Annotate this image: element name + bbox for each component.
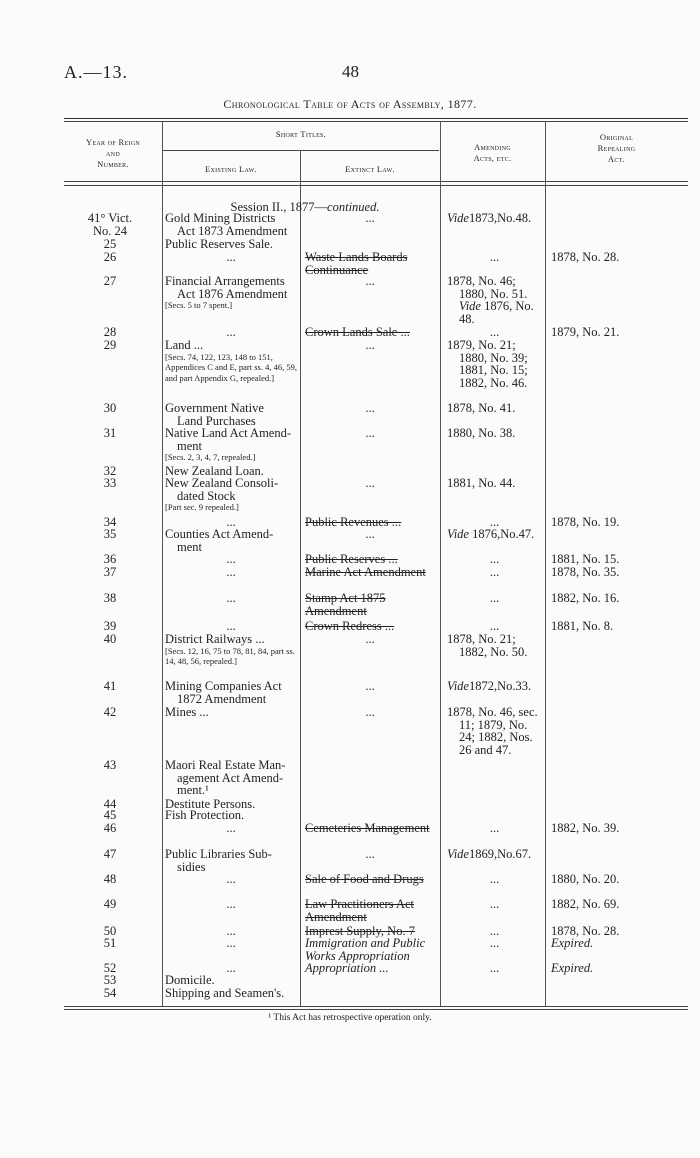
section-note: [Secs. 12, 16, 75 to 78, 81, 84, part ss. 14, 48, 56, repealed.] <box>165 645 295 666</box>
extinct-law: Waste Lands Boards Continuance <box>305 250 408 277</box>
existing-law: Financial Arrangements Act 1876 Amendment [Secs. 5 to 7 spent.] <box>165 275 297 311</box>
repealing-act: 1878, No. 35. <box>551 565 620 579</box>
existing-law: ... <box>226 515 236 529</box>
year-number: 51 <box>103 936 117 950</box>
amending-acts: ... <box>489 872 500 886</box>
extinct-law: Appropriation ... <box>305 961 389 975</box>
year-number: 50 <box>103 924 117 938</box>
existing-law: ... <box>226 591 236 605</box>
existing-law: ... <box>226 325 236 339</box>
extinct-law: Imprest Supply, No. 7 <box>305 924 415 938</box>
existing-law: Shipping and Seamen's. <box>165 986 285 1000</box>
existing-law: ... <box>226 552 236 566</box>
year-number: 29 <box>103 338 117 352</box>
amending-acts: Vide1869,No.67. <box>447 847 532 861</box>
extinct-law: ... <box>365 401 375 415</box>
existing-law: Public Libraries Sub- sidies <box>165 847 272 874</box>
existing-law: Gold Mining Districts Act 1873 Amendment <box>165 211 288 238</box>
existing-law: Mines ... <box>165 705 209 719</box>
repealing-act: Expired. <box>551 936 594 950</box>
existing-law: Mining Companies Act 1872 Amendment <box>165 679 282 706</box>
existing-law: ... <box>226 924 236 938</box>
repealing-act: 1882, No. 39. <box>551 821 620 835</box>
repealing-act: 1881, No. 8. <box>551 619 614 633</box>
existing-law: ... <box>226 872 236 886</box>
extinct-law: ... <box>365 476 375 490</box>
extinct-law: Stamp Act 1875 Amendment <box>305 591 386 618</box>
section-note: [Secs. 2, 3, 4, 7, repealed.] <box>165 452 256 462</box>
year-number: 54 <box>103 986 117 1000</box>
repealing-act: 1878, No. 19. <box>551 515 620 529</box>
year-number: 26 <box>103 250 117 264</box>
extinct-law: Public Revenues ... <box>305 515 402 529</box>
existing-law: Counties Act Amend- ment <box>165 527 274 554</box>
existing-law: ... <box>226 565 236 579</box>
year-number: 31 <box>103 426 117 440</box>
footnote: ¹ This Act has retrospective operation only. <box>268 1013 432 1023</box>
table-top-rule-thin <box>64 121 688 122</box>
extinct-law: Cemeteries Management <box>305 821 430 835</box>
repealing-act: 1879, No. 21. <box>551 325 620 339</box>
amending-acts: ... <box>489 515 500 529</box>
page-title: Chronological Table of Acts of Assembly, 1877. <box>223 97 477 111</box>
extinct-law: Sale of Food and Drugs <box>305 872 424 886</box>
header-bottom-rule <box>64 181 688 182</box>
amending-acts: ... <box>489 325 500 339</box>
year-number: 40 <box>103 632 117 646</box>
extinct-law: ... <box>365 632 375 646</box>
existing-law: ... <box>226 250 236 264</box>
short-titles-rule <box>163 150 439 151</box>
extinct-law: ... <box>365 274 375 288</box>
amending-acts: 1878, No. 46, sec. 11; 1879, No. 24; 1882, Nos. 26 and 47. <box>447 705 538 757</box>
col-head-year: Year of Reign and Number. <box>86 137 140 169</box>
year-number: 43 <box>103 758 117 772</box>
amending-acts: 1878, No. 41. <box>447 401 516 415</box>
amending-acts: ... <box>489 924 500 938</box>
amending-acts: Vide1873,No.48. <box>447 211 532 225</box>
section-note: [Secs. 5 to 7 spent.] <box>165 300 233 310</box>
page-number: 48 <box>342 62 359 81</box>
session-heading: Session II., 1877—continued. <box>230 200 380 214</box>
repealing-act: 1881, No. 15. <box>551 552 620 566</box>
repealing-act: 1882, No. 16. <box>551 591 620 605</box>
amending-acts: 1878, No. 21; 1882, No. 50. <box>447 632 528 659</box>
amending-acts: ... <box>489 619 500 633</box>
year-number: 48 <box>103 872 117 886</box>
extinct-law: Immigration and Public Works Appropriation <box>305 936 426 963</box>
year-number: 33 <box>103 476 117 490</box>
col-divider-2 <box>300 150 301 1006</box>
existing-law: Maori Real Estate Man- agement Act Amend- ment.¹ <box>165 758 286 797</box>
col-head-extinct: Extinct Law. <box>345 164 395 174</box>
year-number: 53 <box>103 973 117 987</box>
year-number: 32 <box>103 464 117 478</box>
existing-law: Public Reserves Sale. <box>165 237 273 251</box>
existing-law: ... <box>226 961 236 975</box>
table-top-rule <box>64 118 688 119</box>
year-number: 36 <box>103 552 117 566</box>
year-number: 37 <box>103 565 117 579</box>
extinct-law: ... <box>365 527 375 541</box>
amending-acts: Vide1872,No.33. <box>447 679 532 693</box>
extinct-law: Crown Redress ... <box>305 619 395 633</box>
extinct-law: ... <box>365 426 375 440</box>
existing-law: ... <box>226 897 236 911</box>
year-number: 42 <box>103 705 117 719</box>
amending-acts: 1879, No. 21; 1880, No. 39; 1881, No. 15; 1882, No. 46. <box>447 338 528 390</box>
extinct-law: ... <box>365 338 375 352</box>
amending-acts: ... <box>489 961 500 975</box>
year-number: 34 <box>103 515 117 529</box>
extinct-law: ... <box>365 211 375 225</box>
year-number: 27 <box>103 274 117 288</box>
col-head-original: Original Repealing Act. <box>597 132 636 164</box>
existing-law: Domicile. <box>165 973 215 987</box>
page-reference: A.—13. <box>64 62 128 82</box>
year-number: 39 <box>103 619 117 633</box>
col-head-existing: Existing Law. <box>204 164 258 174</box>
repealing-act: Expired. <box>551 961 594 975</box>
extinct-law: ... <box>365 847 375 861</box>
col-head-amending: Amending Acts, etc. <box>473 142 512 163</box>
table-bottom-rule <box>64 1006 688 1007</box>
amending-acts: ... <box>489 565 500 579</box>
year-number: 44 <box>103 797 117 811</box>
year-number: 41° Vict. No. 24 <box>87 211 133 238</box>
year-number: 30 <box>103 401 117 415</box>
extinct-law: ... <box>365 705 375 719</box>
amending-acts: ... <box>489 552 500 566</box>
section-note: [Part sec. 9 repealed.] <box>165 502 239 512</box>
amending-acts: ... <box>489 897 500 911</box>
extinct-law: Crown Lands Sale ... <box>305 325 410 339</box>
year-number: 52 <box>103 961 117 975</box>
col-divider-1 <box>162 121 163 1006</box>
existing-law: Land ... [Secs. 74, 122, 123, 148 to 151, Appendices C and E, part ss. 4, 46, 59, and part Appendix G, repealed.] <box>165 338 297 383</box>
year-number: 46 <box>103 821 117 835</box>
existing-law: Destitute Persons. <box>165 797 256 811</box>
amending-acts: ... <box>489 591 500 605</box>
col-divider-3 <box>440 121 441 1006</box>
existing-law: New Zealand Loan. <box>165 464 264 478</box>
existing-law: Native Land Act Amend- ment [Secs. 2, 3, 4, 7, repealed.] <box>165 427 297 463</box>
extinct-law: Public Reserves ... <box>305 552 398 566</box>
repealing-act: 1882, No. 69. <box>551 897 620 911</box>
amending-acts: 1880, No. 38. <box>447 426 516 440</box>
amending-acts: ... <box>489 250 500 264</box>
col-divider-4 <box>545 121 546 1006</box>
existing-law: Government Native Land Purchases <box>165 401 264 428</box>
existing-law: District Railways ... [Secs. 12, 16, 75 to 78, 81, 84, part ss. 14, 48, 56, repealed.] <box>165 633 297 667</box>
year-number: 28 <box>103 325 117 339</box>
existing-law: ... <box>226 936 236 950</box>
year-number: 35 <box>103 527 117 541</box>
amending-acts: 1878, No. 46; 1880, No. 51. Vide 1876, No. 48. <box>447 274 534 326</box>
extinct-law: Marine Act Amendment <box>305 565 426 579</box>
extinct-law: Law Practitioners Act Amendment <box>305 897 414 924</box>
year-number: 41 <box>103 679 117 693</box>
amending-acts: ... <box>489 821 500 835</box>
year-number: 47 <box>103 847 117 861</box>
section-note: [Secs. 74, 122, 123, 148 to 151, Appendices C and E, part ss. 4, 46, 59, and part Appendix G, repealed.] <box>165 351 297 383</box>
year-number: 25 <box>103 237 117 251</box>
table-bottom-rule-2 <box>64 1009 688 1010</box>
existing-law: ... <box>226 619 236 633</box>
year-number: 38 <box>103 591 117 605</box>
amending-acts: Vide 1876,No.47. <box>447 527 535 541</box>
amending-acts: ... <box>489 936 500 950</box>
existing-law: New Zealand Consoli- dated Stock [Part sec. 9 repealed.] <box>165 477 297 513</box>
col-head-short-titles: Short Titles. <box>275 129 327 139</box>
repealing-act: 1878, No. 28. <box>551 924 620 938</box>
repealing-act: 1878, No. 28. <box>551 250 620 264</box>
year-number: 49 <box>103 897 117 911</box>
header-bottom-rule-2 <box>64 185 688 186</box>
year-number: 45 <box>103 808 117 822</box>
repealing-act: 1880, No. 20. <box>551 872 620 886</box>
existing-law: ... <box>226 821 236 835</box>
amending-acts: 1881, No. 44. <box>447 476 516 490</box>
existing-law: Fish Protection. <box>165 808 245 822</box>
extinct-law: ... <box>365 679 375 693</box>
